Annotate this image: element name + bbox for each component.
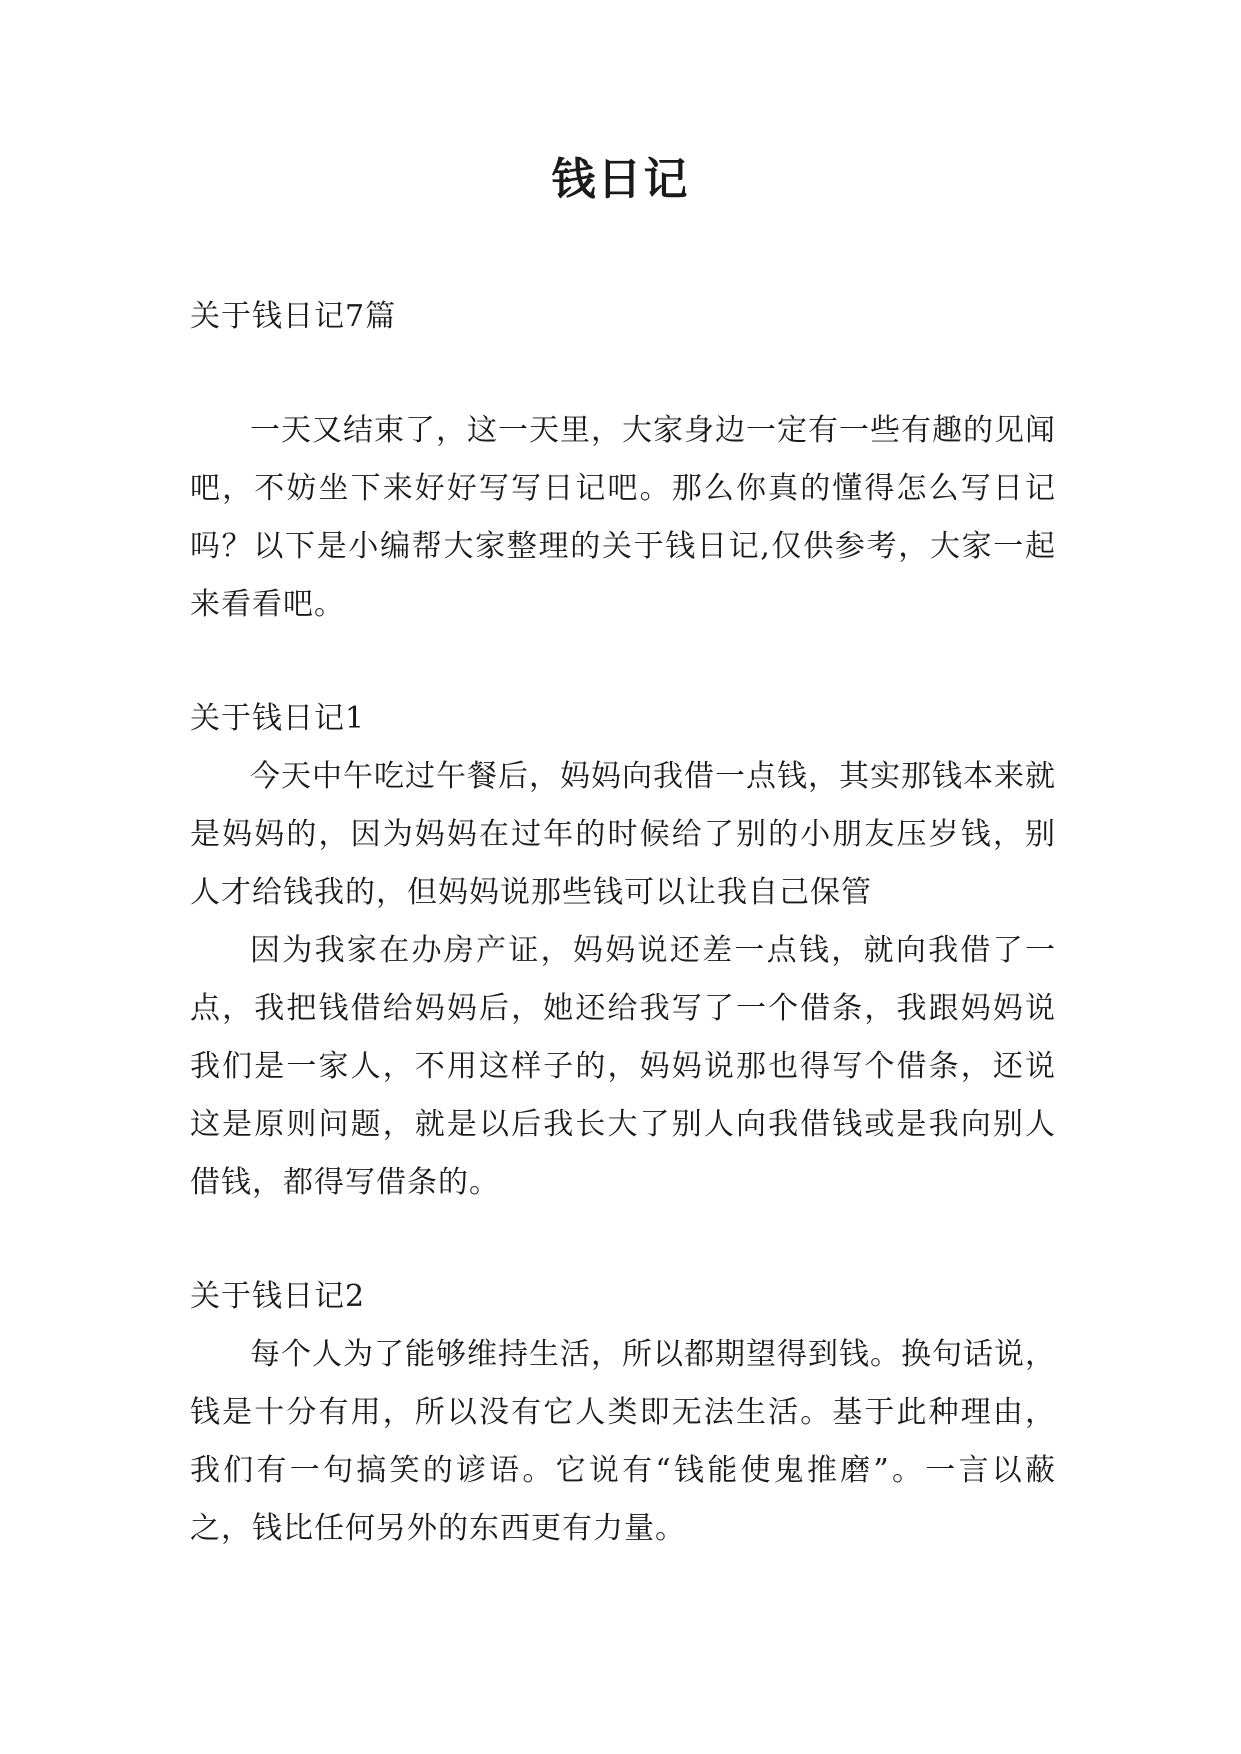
spacer xyxy=(190,634,1056,690)
section-diary-1 xyxy=(190,690,1056,1212)
section-paragraph: 每个人为了能够维持生活，所以都期望得到钱。换句话说，钱是十分有用，所以没有它人类即无法生活。基于此种理由，我们有一句搞笑的谚语。它说有“钱能使鬼推磨”。一言以蔽之，钱比任何另外的东西更有力量。 xyxy=(190,1337,1056,1546)
section-heading: 关于钱日记1 xyxy=(190,701,366,736)
spacer xyxy=(190,346,1056,402)
intro-paragraph: 一天又结束了，这一天里，大家身边一定有一些有趣的见闻吧，不妨坐下来好好写写日记吧。那么你真的懂得怎么写日记吗？以下是小编帮大家整理的关于钱日记,仅供参考，大家一起来看看吧。 xyxy=(190,413,1056,622)
section-heading: 关于钱日记2 xyxy=(190,1279,366,1314)
document-subtitle: 关于钱日记7篇 xyxy=(190,299,397,334)
document-title: 钱日记 xyxy=(551,154,690,205)
document-body xyxy=(190,288,1056,1558)
section-diary-2 xyxy=(190,1268,1056,1558)
section-paragraph: 因为我家在办房产证，妈妈说还差一点钱，就向我借了一点，我把钱借给妈妈后，她还给我写了一个借条，我跟妈妈说我们是一家人，不用这样子的，妈妈说那也得写个借条，还说这是原则问题，就是以后我长大了别人向我借钱或是我向别人借钱，都得写借条的。 xyxy=(190,933,1056,1200)
spacer xyxy=(190,1212,1056,1268)
section-paragraph: 今天中午吃过午餐后，妈妈向我借一点钱，其实那钱本来就是妈妈的，因为妈妈在过年的时候给了别的小朋友压岁钱，别人才给钱我的，但妈妈说那些钱可以让我自己保管 xyxy=(190,759,1056,910)
